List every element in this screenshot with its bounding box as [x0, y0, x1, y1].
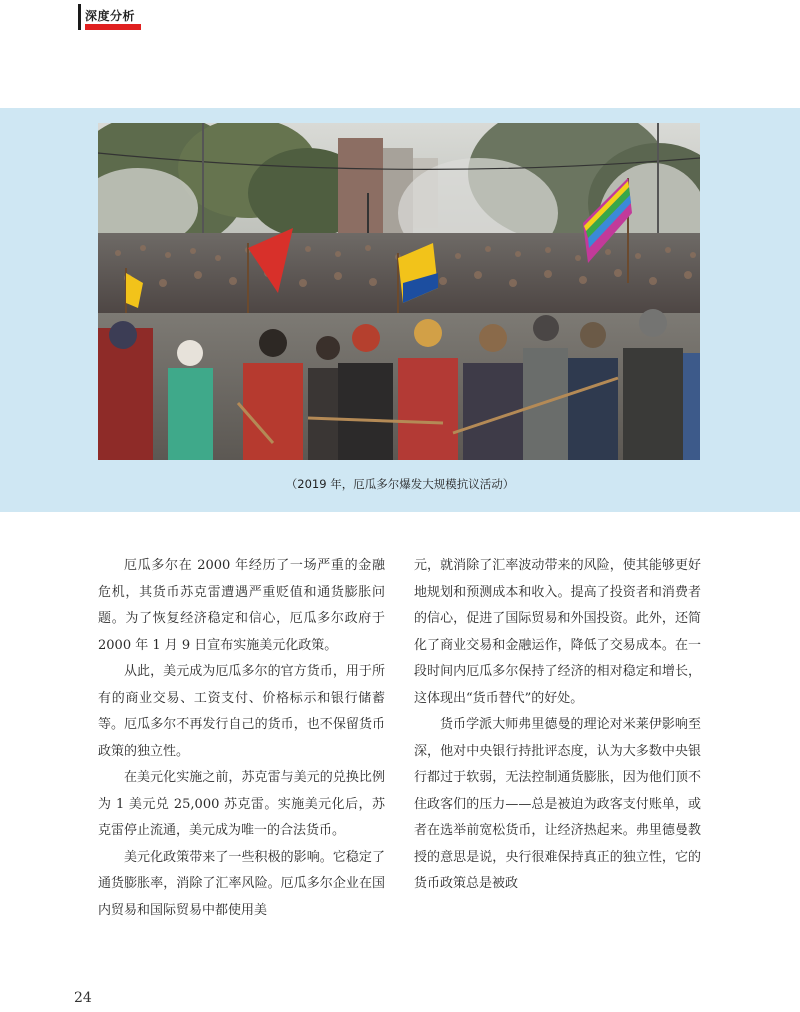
page-number: 24 — [74, 990, 92, 1006]
paragraph: 货币学派大师弗里德曼的理论对米莱伊影响至深，他对中央银行持批评态度，认为大多数中央银行都过于软弱，无法控制通货膨胀，因为他们顶不住政客们的压力——总是被迫为政客支付账单，或者在选举前宽松货币，让经济热起来。弗里德曼教授的意思是说，央行很难保持真正的独立性，它的货币政策总是被政 — [414, 717, 701, 891]
section-underline — [85, 24, 141, 30]
paragraph: 在美元化实施之前，苏克雷与美元的兑换比例为 1 美元兑 25,000 苏克雷。实施美元化后，苏克雷停止流通，美元成为唯一的合法货币。 — [98, 770, 385, 838]
photo-band — [0, 108, 800, 512]
protest-photo — [98, 123, 700, 460]
section-label: 深度分析 — [85, 9, 136, 23]
paragraph: 厄瓜多尔在 2000 年经历了一场严重的金融危机，其货币苏克雷遭遇严重贬值和通货膨胀问题。为了恢复经济稳定和信心，厄瓜多尔政府于 2000 年 1 月 9 日宣布实施美元化政策。 — [98, 558, 385, 653]
photo-caption: （2019 年，厄瓜多尔爆发大规模抗议活动） — [285, 477, 515, 491]
paragraph: 元，就消除了汇率波动带来的风险，使其能够更好地规划和预测成本和收入。提高了投资者和消费者的信心，促进了国际贸易和外国投资。此外，还简化了商业交易和金融运作，降低了交易成本。在一段时间内厄瓜多尔保持了经济的相对稳定和增长，这体现出“货币替代”的好处。 — [414, 558, 701, 706]
paragraph: 美元化政策带来了一些积极的影响。它稳定了通货膨胀率，消除了汇率风险。厄瓜多尔企业在国内贸易和国际贸易中都使用美 — [98, 849, 385, 918]
section-tag-bar — [78, 4, 81, 30]
paragraph: 从此，美元成为厄瓜多尔的官方货币，用于所有的商业交易、工资支付、价格标示和银行储蓄等。厄瓜多尔不再发行自己的货币，也不保留货币政策的独立性。 — [98, 664, 385, 759]
article-column-right — [414, 553, 701, 898]
article-column-left — [98, 553, 385, 924]
